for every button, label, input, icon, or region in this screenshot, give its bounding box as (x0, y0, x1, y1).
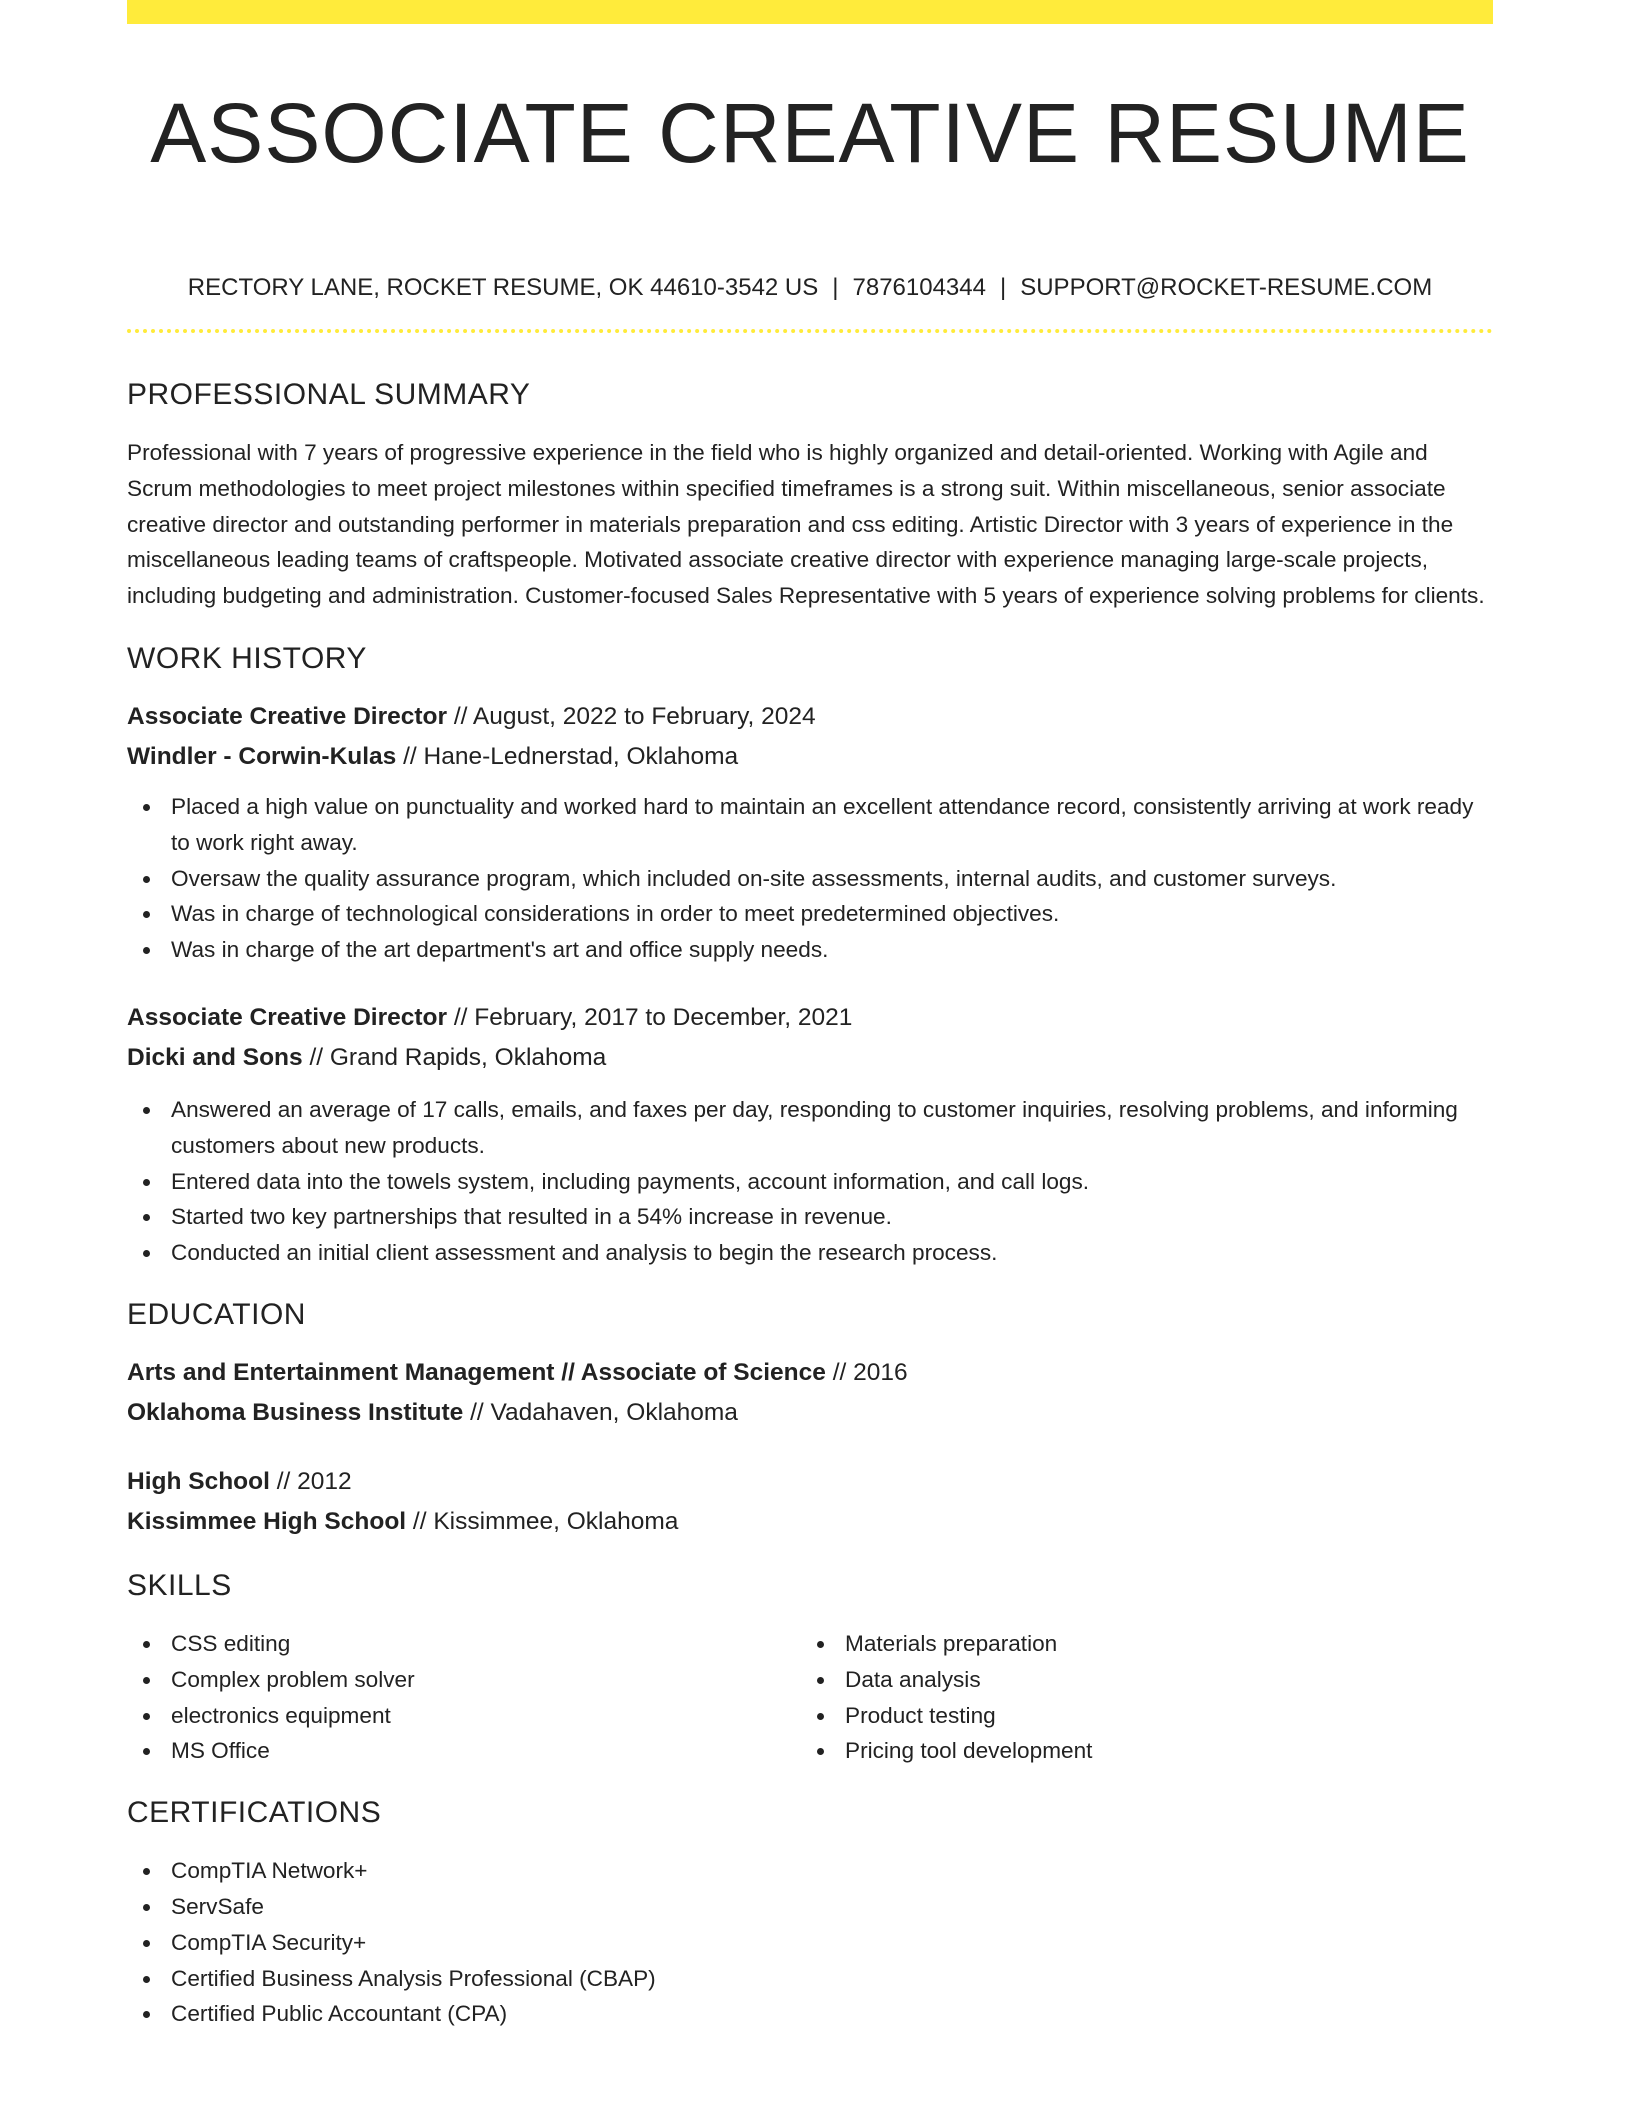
school: Kissimmee High School (127, 1507, 407, 1535)
list-item: Placed a high value on punctuality and worked hard to maintain an excellent attendance record, consistently arriving at work ready to work right away. (127, 789, 1493, 861)
school-location: // Kissimmee, Oklahoma (406, 1507, 679, 1535)
degree-line (127, 1353, 1493, 1393)
top-accent-bar (127, 0, 1493, 24)
certifications-list (127, 1853, 1493, 2032)
contact-email: SUPPORT@ROCKET-RESUME.COM (1020, 274, 1433, 301)
school-line (127, 1393, 1493, 1433)
education-entry (127, 1462, 1493, 1542)
section-title-skills: SKILLS (127, 1568, 232, 1602)
degree-year: // 2012 (269, 1467, 352, 1495)
contact-separator: | (832, 274, 839, 301)
certification-item: Certified Public Accountant (CPA) (127, 1996, 1493, 2032)
contact-phone: 7876104344 (852, 274, 986, 301)
certification-item: CompTIA Network+ (127, 1853, 1493, 1889)
job-bullets (127, 789, 1493, 968)
degree-line (127, 1462, 1493, 1502)
job-dates: // August, 2022 to February, 2024 (447, 702, 816, 730)
skill-item: Product testing (801, 1698, 1475, 1734)
list-item: Oversaw the quality assurance program, which included on-site assessments, internal audits, and customer surveys. (127, 861, 1493, 897)
school: Oklahoma Business Institute (127, 1398, 464, 1426)
job-entry (127, 697, 1493, 968)
list-item: Answered an average of 17 calls, emails, and faxes per day, responding to customer inquiries, resolving problems, and informing customers about new products. (127, 1092, 1493, 1164)
certification-item: ServSafe (127, 1889, 1493, 1925)
section-title-work-history: WORK HISTORY (127, 641, 367, 675)
degree: High School (127, 1467, 270, 1495)
list-item: Started two key partnerships that resulted in a 54% increase in revenue. (127, 1199, 1493, 1235)
skill-item: Pricing tool development (801, 1733, 1475, 1769)
education-entry (127, 1353, 1493, 1433)
job-entry (127, 998, 1493, 1271)
job-company-line (127, 737, 1493, 777)
skill-item: CSS editing (127, 1626, 801, 1662)
skill-item: electronics equipment (127, 1698, 801, 1734)
contact-separator: | (999, 274, 1007, 301)
degree: Arts and Entertainment Management // Associate of Science (127, 1358, 826, 1386)
job-bullets (127, 1092, 1493, 1271)
list-item: Entered data into the towels system, including payments, account information, and call logs. (127, 1164, 1493, 1200)
job-location: // Grand Rapids, Oklahoma (302, 1043, 607, 1071)
certification-item: CompTIA Security+ (127, 1925, 1493, 1961)
summary-text: Professional with 7 years of progressive experience in the field who is highly organized and detail-oriented. Working with Agile and Scrum methodologies to meet project milestones within specified timeframes is a strong suit. Within miscellaneous, senior associate creative director and outstanding performer in materials preparation and css editing. Artistic Director with 3 years of experience in the miscellaneous leading teams of craftspeople. Motivated associate creative director with experience managing large-scale projects, including budgeting and administration. Customer-focused Sales Representative with 5 years of experience solving problems for clients. (127, 440, 1485, 609)
skill-item: Data analysis (801, 1662, 1475, 1698)
skills-list-left (127, 1626, 801, 1769)
skill-item: MS Office (127, 1733, 801, 1769)
section-title-certifications: CERTIFICATIONS (127, 1796, 382, 1830)
job-company-line (127, 1038, 1493, 1078)
section-title-summary: PROFESSIONAL SUMMARY (127, 378, 531, 411)
certification-item: Certified Business Analysis Professional (CBAP) (127, 1961, 1493, 1997)
skills-list-right (801, 1626, 1475, 1769)
list-item: Conducted an initial client assessment and analysis to begin the research process. (127, 1235, 1493, 1271)
job-title-line (127, 697, 1493, 737)
school-line (127, 1502, 1493, 1542)
list-item: Was in charge of the art department's art and office supply needs. (127, 932, 1493, 968)
list-item: Was in charge of technological considerations in order to meet predetermined objectives. (127, 896, 1493, 932)
job-location: // Hane-Lednerstad, Oklahoma (396, 742, 739, 770)
degree-year: // 2016 (825, 1358, 908, 1386)
job-title-line (127, 998, 1493, 1038)
skill-item: Complex problem solver (127, 1662, 801, 1698)
job-dates: // February, 2017 to December, 2021 (447, 1003, 853, 1031)
skills-columns (127, 1626, 1493, 1769)
resume-page (127, 0, 1493, 2112)
job-company: Windler - Corwin-Kulas (127, 742, 397, 770)
section-title-education: EDUCATION (127, 1297, 306, 1331)
dotted-divider (127, 329, 1493, 333)
contact-address: RECTORY LANE, ROCKET RESUME, OK 44610-3542 US (187, 274, 819, 301)
resume-title: ASSOCIATE CREATIVE RESUME (150, 86, 1470, 180)
job-company: Dicki and Sons (127, 1043, 303, 1071)
job-role: Associate Creative Director (127, 1003, 448, 1031)
contact-line (127, 273, 1493, 303)
job-role: Associate Creative Director (127, 702, 448, 730)
school-location: // Vadahaven, Oklahoma (463, 1398, 738, 1426)
skill-item: Materials preparation (801, 1626, 1475, 1662)
